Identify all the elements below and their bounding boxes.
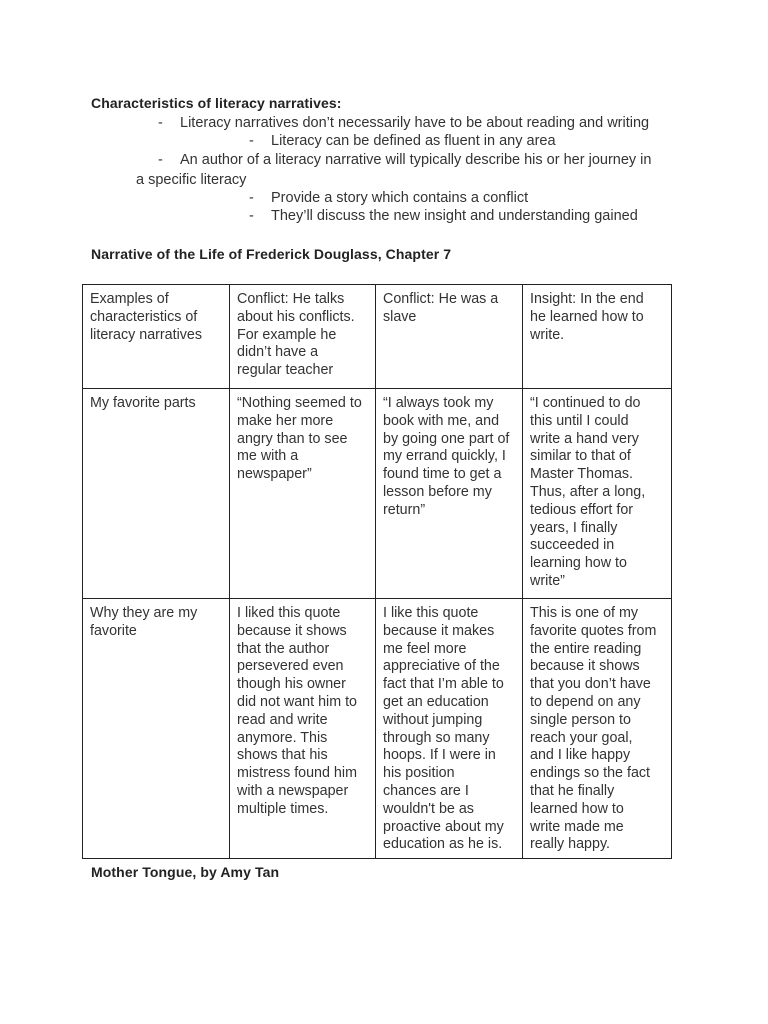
cell-text-line: reach your goal, [530,729,633,746]
table-cell [523,599,672,859]
bullet-text: Literacy can be defined as fluent in any area [271,133,556,149]
cell-text-line: endings so the fact [530,765,651,782]
table-row [83,285,672,389]
cell-text-line: to depend on any [530,693,641,710]
cell-text-line: through so many [383,729,490,746]
cell-text-line: literacy narratives [90,326,203,343]
cell-text-line: hoops. If I were in [383,747,496,764]
cell-text-line: fact that I’m able to [383,676,504,693]
cell-text-line: that you don’t have [530,676,651,693]
table-cell [83,285,230,389]
cell-text-line: write made me [530,818,624,835]
table-cell [230,389,376,599]
cell-text-line: wouldn't be as [383,800,474,817]
cell-text-line: persevered even [237,658,344,675]
cell-text-line: and I like happy [530,747,631,764]
cell-text-line: though his owner [237,676,346,693]
cell-text-line: Conflict: He talks [237,291,345,307]
cell-text-line: lesson before my [383,483,492,500]
bullet-dash: - [158,115,163,131]
cell-text-line: that the author [237,640,330,657]
cell-text-line: Conflict: He was a [383,291,499,307]
cell-text-line: single person to [530,711,631,728]
cell-text-line: write” [530,572,565,589]
cell-text-line: write a hand very [530,430,639,447]
cell-text-line: by going one part of [383,430,510,447]
cell-text-line: return” [383,501,426,518]
cell-text-line: This is one of my [530,605,639,621]
cell-text-line: about his conflicts. [237,308,355,325]
cell-text-line: years, I finally [530,519,618,536]
section-heading-mother-tongue: Mother Tongue, by Amy Tan [91,864,280,880]
cell-text-line: Insight: In the end [530,291,644,307]
cell-text-line: characteristics of [90,308,198,325]
cell-text-line: anymore. This [237,729,328,746]
table-cell [376,389,523,599]
cell-text-line: education as he is. [383,836,503,853]
cell-text-line: Thus, after a long, [530,483,646,500]
cell-text-line: favorite [90,622,137,639]
bullet-dash: - [249,190,254,206]
cell-text-line: didn’t have a [237,344,319,361]
cell-text-line: make her more [237,412,334,429]
cell-text-line: For example he [237,326,337,343]
cell-text-line: he learned how to [530,308,644,325]
cell-text-line: appreciative of the [383,658,500,675]
cell-text-line: learning how to [530,555,627,572]
cell-text-line: with a newspaper [237,782,349,799]
bullet-dash: - [158,152,163,168]
cell-text-line: my errand quickly, I [383,448,506,465]
cell-text-line: I liked this quote [237,605,341,621]
table-row [83,389,672,599]
cell-text-line: Examples of [90,291,169,307]
cell-text-line: angry than to see [237,430,348,447]
cell-text-line: regular teacher [237,362,334,379]
cell-text-line: mistress found him [237,765,357,782]
table-cell [523,285,672,389]
cell-text-line: chances are I [383,782,469,799]
cell-text-line: book with me, and [383,412,500,429]
bullet-text: They’ll discuss the new insight and understanding gained [271,208,638,224]
cell-text-line: read and write [237,711,328,728]
table-cell [376,285,523,389]
cell-text-line: “I always took my [383,395,494,411]
cell-text-line: his position [383,765,455,782]
bullet-text: Literacy narratives don’t necessarily have to be about reading and writing [180,115,650,131]
bullet-dash: - [249,208,254,224]
table-cell [376,599,523,859]
bullet-text: Provide a story which contains a conflict [271,190,529,206]
cell-text-line: without jumping [383,711,483,728]
cell-text-line: the entire reading [530,640,642,657]
cell-text-line: me feel more [383,640,467,657]
cell-text-line: similar to that of [530,448,631,465]
table-cell [83,599,230,859]
cell-text-line: shows that his [237,747,328,764]
bullet-text-continuation: a specific literacy [136,172,247,188]
cell-text-line: me with a [237,448,299,465]
cell-text-line: because it shows [530,658,640,675]
literacy-narrative-table [82,284,672,859]
cell-text-line: proactive about my [383,818,504,835]
cell-text-line: that he finally [530,782,615,799]
table-cell [83,389,230,599]
cell-text-line: “I continued to do [530,395,641,411]
cell-text-line: My favorite parts [90,395,196,411]
cell-text-line: newspaper” [237,466,312,483]
bullet-dash: - [249,133,254,149]
cell-text-line: I like this quote [383,605,479,621]
cell-text-line: Why they are my [90,605,198,621]
table-row [83,599,672,859]
cell-text-line: get an education [383,693,489,710]
section-heading-characteristics: Characteristics of literacy narratives: [91,95,342,111]
cell-text-line: multiple times. [237,800,329,817]
cell-text-line: did not want him to [237,693,358,710]
cell-text-line: tedious effort for [530,501,634,518]
cell-text-line: this until I could [530,412,629,429]
cell-text-line: because it shows [237,622,347,639]
cell-text-line: because it makes [383,622,495,639]
cell-text-line: really happy. [530,836,611,853]
cell-text-line: write. [530,326,565,343]
table-cell [230,599,376,859]
cell-text-line: Master Thomas. [530,466,634,483]
table-cell [230,285,376,389]
cell-text-line: found time to get a [383,466,502,483]
cell-text-line: succeeded in [530,537,615,554]
cell-text-line: favorite quotes from [530,622,657,639]
cell-text-line: slave [383,308,417,325]
cell-text-line: learned how to [530,800,624,817]
cell-text-line: “Nothing seemed to [237,395,362,411]
table-cell [523,389,672,599]
section-heading-douglass: Narrative of the Life of Frederick Douglass, Chapter 7 [91,246,452,262]
bullet-text: An author of a literacy narrative will typically describe his or her journey in [180,152,652,168]
